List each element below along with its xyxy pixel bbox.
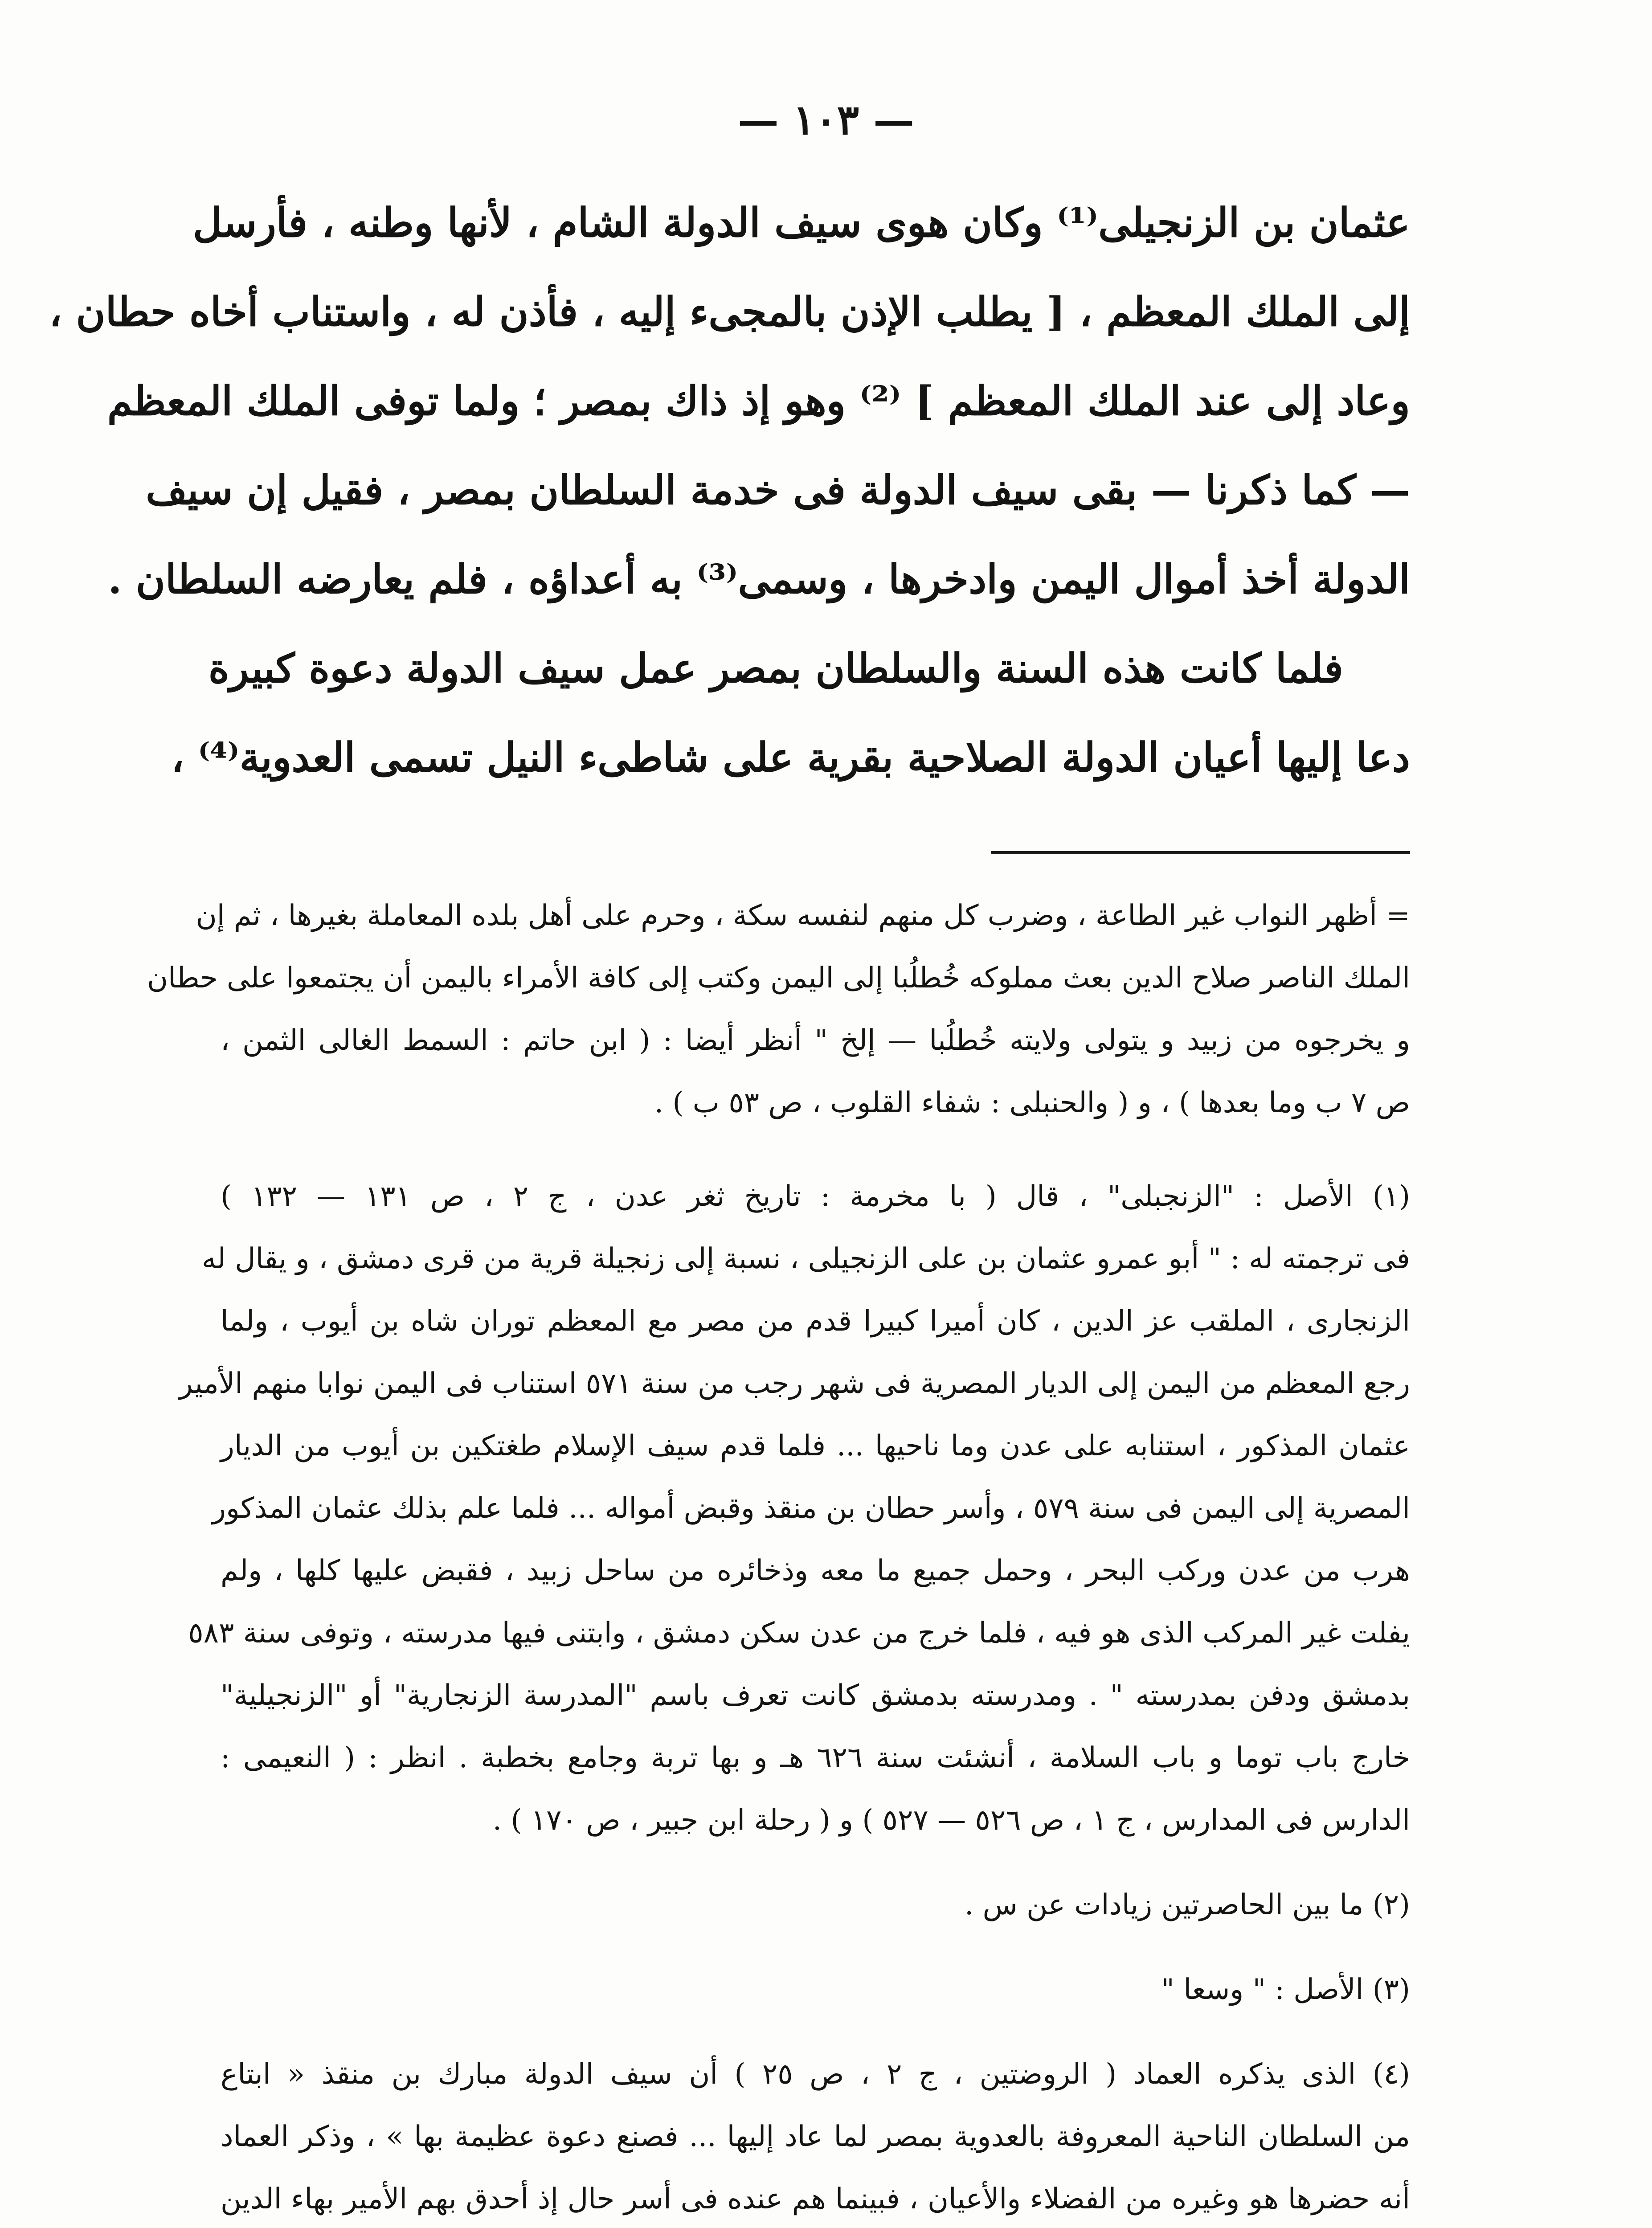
main-body-text <box>49 178 1410 802</box>
body-line: عثمان بن الزنجيلى⁽¹⁾ وكان هوى سيف الدولة الشام ، لأنها وطنه ، فأرسل <box>192 199 1410 246</box>
body-line: الدولة أخذ أموال اليمن وادخرها ، وسمى⁽³⁾ به أعداؤه ، فلم يعارضه السلطان . <box>108 556 1410 603</box>
footnote-separator <box>991 851 1410 854</box>
footnote-line: من السلطان الناحية المعروفة بالعدوية بمصر لما عاد إليها ... فصنع دعوة عظيمة بها » ، وذكر العماد <box>221 2120 1410 2153</box>
footnote-continuation <box>147 885 1411 1134</box>
footnote-3 <box>221 1958 1410 2021</box>
footnote-2 <box>221 1874 1410 1936</box>
footnote-line: (٢) ما بين الحاصرتين زيادات عن س . <box>964 1888 1410 1921</box>
footnote-line: (٣) الأصل : " وسعا " <box>1161 1973 1410 2006</box>
footnote-4 <box>221 2043 1410 2228</box>
footnote-1 <box>179 1165 1411 1851</box>
body-line: إلى الملك المعظم ، [ يطلب الإذن بالمجىء إليه ، فأذن له ، واستناب أخاه حطان ، <box>49 288 1410 336</box>
footnote-line: عثمان المذكور ، استنابه على عدن وما ناحيها ... فلما قدم سيف الإسلام طغتكين بن أيوب من الديار <box>221 1429 1410 1462</box>
footnote-line: الملك الناصر صلاح الدين بعث مملوكه خُطلُبا إلى اليمن وكتب إلى كافة الأمراء باليمن أن يجتمعوا على حطان <box>147 962 1410 995</box>
footnote-line: = أظهر النواب غير الطاعة ، وضرب كل منهم لنفسه سكة ، وحرم على أهل بلده المعاملة بغيرها ، ثم إن <box>196 899 1410 932</box>
body-line: — كما ذكرنا — بقى سيف الدولة فى خدمة السلطان بمصر ، فقيل إن سيف <box>146 467 1410 514</box>
footnote-line: الدارس فى المدارس ، ج ١ ، ص ٥٢٦ — ٥٢٧ ) و ( رحلة ابن جبير ، ص ١٧٠ ) . <box>492 1804 1410 1837</box>
footnote-line: بدمشق ودفن بمدرسته " . ومدرسته بدمشق كانت تعرف باسم "المدرسة الزنجارية" أو "الزنجيلية" <box>221 1679 1410 1712</box>
body-line: فلما كانت هذه السنة والسلطان بمصر عمل سيف الدولة دعوة كبيرة <box>208 645 1343 692</box>
footnote-line: الزنجارى ، الملقب عز الدين ، كان أميرا كبيرا قدم من مصر مع المعظم توران شاه بن أيوب ، ولما <box>221 1305 1410 1338</box>
footnote-line: أنه حضرها هو وغيره من الفضلاء والأعيان ، فبينما هم عنده فى أسر حال إذ أحدق بهم الأمير بهاء الدين <box>221 2183 1410 2216</box>
footnote-line: المصرية إلى اليمن فى سنة ٥٧٩ ، وأسر حطان بن منقذ وقبض أمواله ... فلما علم بذلك عثمان المذكور <box>212 1492 1410 1525</box>
page-number: — ١٠٣ — <box>737 96 915 144</box>
footnote-line: رجع المعظم من اليمن إلى الديار المصرية فى شهر رجب من سنة ٥٧١ استناب فى اليمن نوابا منهم الأمير <box>179 1367 1410 1400</box>
footnote-line: ص ٧ ب وما بعدها ) ، و ( والحنبلى : شفاء القلوب ، ص ٥٣ ب ) . <box>654 1086 1410 1119</box>
footnote-line: فى ترجمته له : " أبو عمرو عثمان بن على الزنجيلى ، نسبة إلى زنجيلة قرية من قرى دمشق ، و يقال له <box>202 1242 1410 1275</box>
footnote-line: (١) الأصل : "الزنجبلى" ، قال ( با مخرمة : تاريخ ثغر عدن ، ج ٢ ، ص ١٣١ — ١٣٢ ) <box>221 1180 1411 1213</box>
footnote-line: (٤) الذى يذكره العماد ( الروضتين ، ج ٢ ، ص ٢٥ ) أن سيف الدولة مبارك بن منقذ « ابتاع <box>221 2058 1410 2091</box>
footnote-line: خارج باب توما و باب السلامة ، أنشئت سنة ٦٢٦ هـ و بها تربة وجامع بخطبة . انظر : ( النعيمى : <box>221 1741 1411 1774</box>
footnotes-section <box>147 885 1411 2228</box>
footnote-line: يفلت غير المركب الذى هو فيه ، فلما خرج من عدن سكن دمشق ، وابتنى فيها مدرسته ، وتوفى سنة ٥٨٣ <box>188 1617 1410 1650</box>
body-line: دعا إليها أعيان الدولة الصلاحية بقرية على شاطىء النيل تسمى العدوية⁽⁴⁾ ، <box>171 734 1410 781</box>
body-line: وعاد إلى عند الملك المعظم ] ⁽²⁾ وهو إذ ذاك بمصر ؛ ولما توفى الملك المعظم <box>107 377 1410 425</box>
footnote-line: و يخرجوه من زبيد و يتولى ولايته خُطلُبا — إلخ " أنظر أيضا : ( ابن حاتم : السمط الغالى الثمن ، <box>221 1024 1411 1057</box>
footnote-line: هرب من عدن وركب البحر ، وحمل جميع ما معه وذخائره من ساحل زبيد ، فقبض عليها كلها ، ولم <box>221 1554 1410 1587</box>
